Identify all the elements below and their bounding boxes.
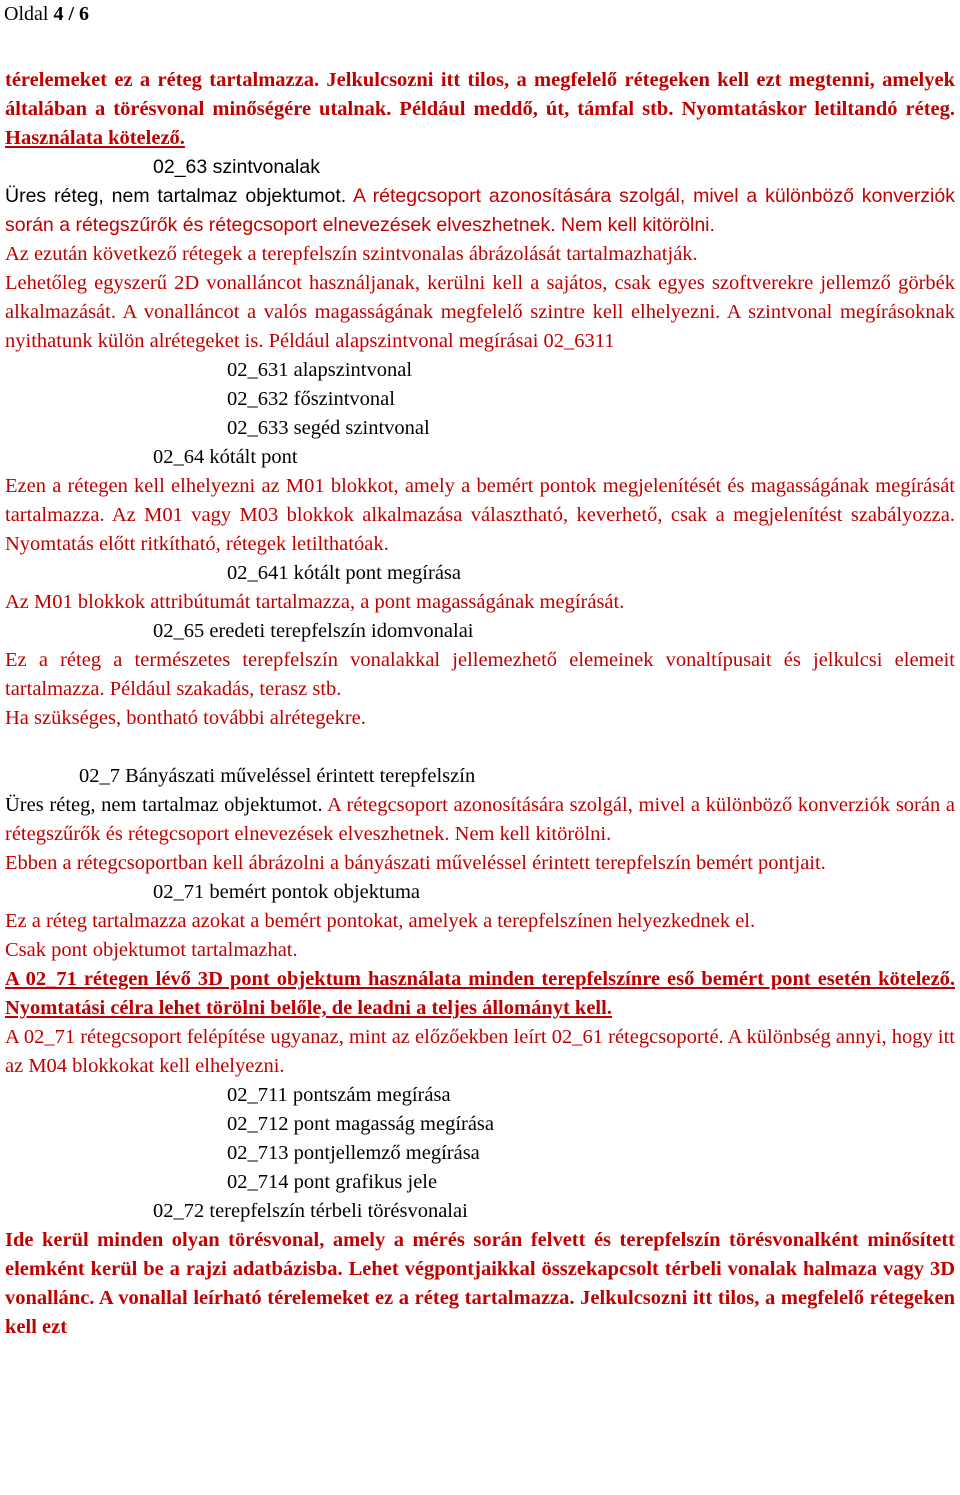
sublayer-item: 02_632 főszintvonal (227, 388, 395, 410)
sublayer-item: 02_712 pont magasság megírása (227, 1113, 495, 1135)
paragraph-02-71-c: A 02_71 rétegcsoport felépítése ugyanaz, mint az előzőekben leírt 02_61 rétegcsoporté. A különbség annyi, hogy itt az M04 blokkokat kell elhelyezni. (5, 1026, 955, 1077)
paragraph-02-7-b: Ebben a rétegcsoportban kell ábrázolni a bányászati műveléssel érintett terepfelszín bemért pontjait. (5, 852, 826, 874)
intro-text: térelemeket ez a réteg tartalmazza. Jelkulcsozni itt tilos, a megfelelő rétegeken kell ezt megtenni, amelyek általában a törésvonal minőségére utalnak. Például meddő, út, támfal stb. Nyomtatáskor letiltandó réteg. (5, 69, 955, 120)
sublayer-item: 02_711 pontszám megírása (227, 1084, 451, 1106)
paragraph-intro (5, 66, 955, 153)
m01-block-text: Ezen a rétegen kell elhelyezni az M01 blokkot, amely a bemért pontok megjelenítését és magasságának megírását tartalmazza. (5, 475, 955, 526)
heading-02-65: 02_65 eredeti terepfelszín idomvonalai (153, 620, 474, 642)
document-body (5, 66, 955, 1342)
paragraph-02-71-b: Csak pont objektumot tartalmazhat. (5, 939, 298, 961)
layer-group-text: A rétegcsoport azonosítására szolgál, mivel a különböző konverziók során a rétegszűrők és rétegcsoport elnevezések elveszhetnek. Nem kell kitörölni. (5, 794, 956, 845)
paragraph-02-7 (5, 791, 955, 849)
paragraph-02-71-mandatory: A 02_71 rétegen lévő 3D pont objektum használata minden terepfelszínre eső bemért pont esetén kötelező. Nyomtatási célra lehet törölni belőle, de leadni a teljes állományt kell. (5, 968, 955, 1019)
heading-02-72: 02_72 terepfelszín térbeli törésvonalai (153, 1200, 468, 1222)
section-gap (5, 733, 955, 762)
mandatory-note: Használata kötelező. (5, 127, 185, 149)
paragraph-02-64 (5, 472, 955, 559)
page-label: Oldal (4, 3, 49, 25)
sublayer-item: 02_714 pont grafikus jele (227, 1171, 438, 1193)
empty-layer-text: Üres réteg, nem tartalmaz objektumot. (5, 794, 323, 816)
page-separator: / (68, 3, 74, 25)
page-header (4, 2, 89, 26)
page-number: 4 (53, 3, 64, 25)
heading-02-63: 02_63 szintvonalak (153, 156, 320, 178)
sublayer-item: 02_713 pontjellemző megírása (227, 1142, 480, 1164)
paragraph-02-65: Ez a réteg a természetes terepfelszín vonalakkal jellemezhető elemeinek vonaltípusait és jelkulcsi elemeit tartalmazza. Például szakadás, terasz stb. (5, 649, 955, 700)
paragraph-02-63-c: Lehetőleg egyszerű 2D vonalláncot használjanak, kerülni kell a sajátos, csak egyes szoftverekre jellemző görbék alkalmazását. A vonalláncot a valós magasságának megfelelő szintre kell elhelyezni. A szintvonal megírásoknak nyithatunk külön alrétegeket is. Például alapszintvonal megírásai 02_6311 (5, 272, 955, 352)
sublayer-item: 02_631 alapszintvonal (227, 359, 413, 381)
paragraph-02-63-b: Az ezután következő rétegek a terepfelszín szintvonalas ábrázolását tartalmazhatják. (5, 243, 698, 265)
m01-m03-text: Az M01 vagy M03 blokkok alkalmazása választható, keverhető, csak a megjelenítést szabályozza. Nyomtatás előtt ritkítható, rétegek letilthatóak. (5, 504, 955, 555)
heading-02-7: 02_7 Bányászati műveléssel érintett terepfelszín (79, 765, 476, 787)
paragraph-02-641: Az M01 blokkok attribútumát tartalmazza, a pont magasságának megírását. (5, 591, 625, 613)
empty-layer-text: Üres réteg, nem tartalmaz objektumot. (5, 185, 347, 207)
heading-02-641: 02_641 kótált pont megírása (227, 562, 461, 584)
paragraph-02-71-a: Ez a réteg tartalmazza azokat a bemért pontokat, amelyek a terepfelszínen helyezkednek el. (5, 910, 756, 932)
paragraph-02-63 (5, 182, 955, 240)
layer-group-text: A rétegcsoport azonosítására szolgál, mivel a különböző konverziók során a rétegszűrők és rétegcsoport elnevezések elveszhetnek. Nem kell kitörölni. (5, 185, 955, 236)
page-total: 6 (79, 3, 89, 25)
paragraph-02-72: Ide kerül minden olyan törésvonal, amely a mérés során felvett és terepfelszín törésvonalként minősített elemként kerül be a rajzi adatbázisba. Lehet végpontjaikkal összekapcsolt térbeli vonalak halmaza vagy 3D vonallánc. A vonallal leírható térelemeket ez a réteg tartalmazza. Jelkulcsozni itt tilos, a megfelelő rétegeken kell ezt (5, 1229, 955, 1338)
heading-02-71: 02_71 bemért pontok objektuma (153, 881, 421, 903)
heading-02-64: 02_64 kótált pont (153, 446, 298, 468)
paragraph-02-65-b: Ha szükséges, bontható további alrétegekre. (5, 707, 366, 729)
sublayer-item: 02_633 segéd szintvonal (227, 417, 430, 439)
